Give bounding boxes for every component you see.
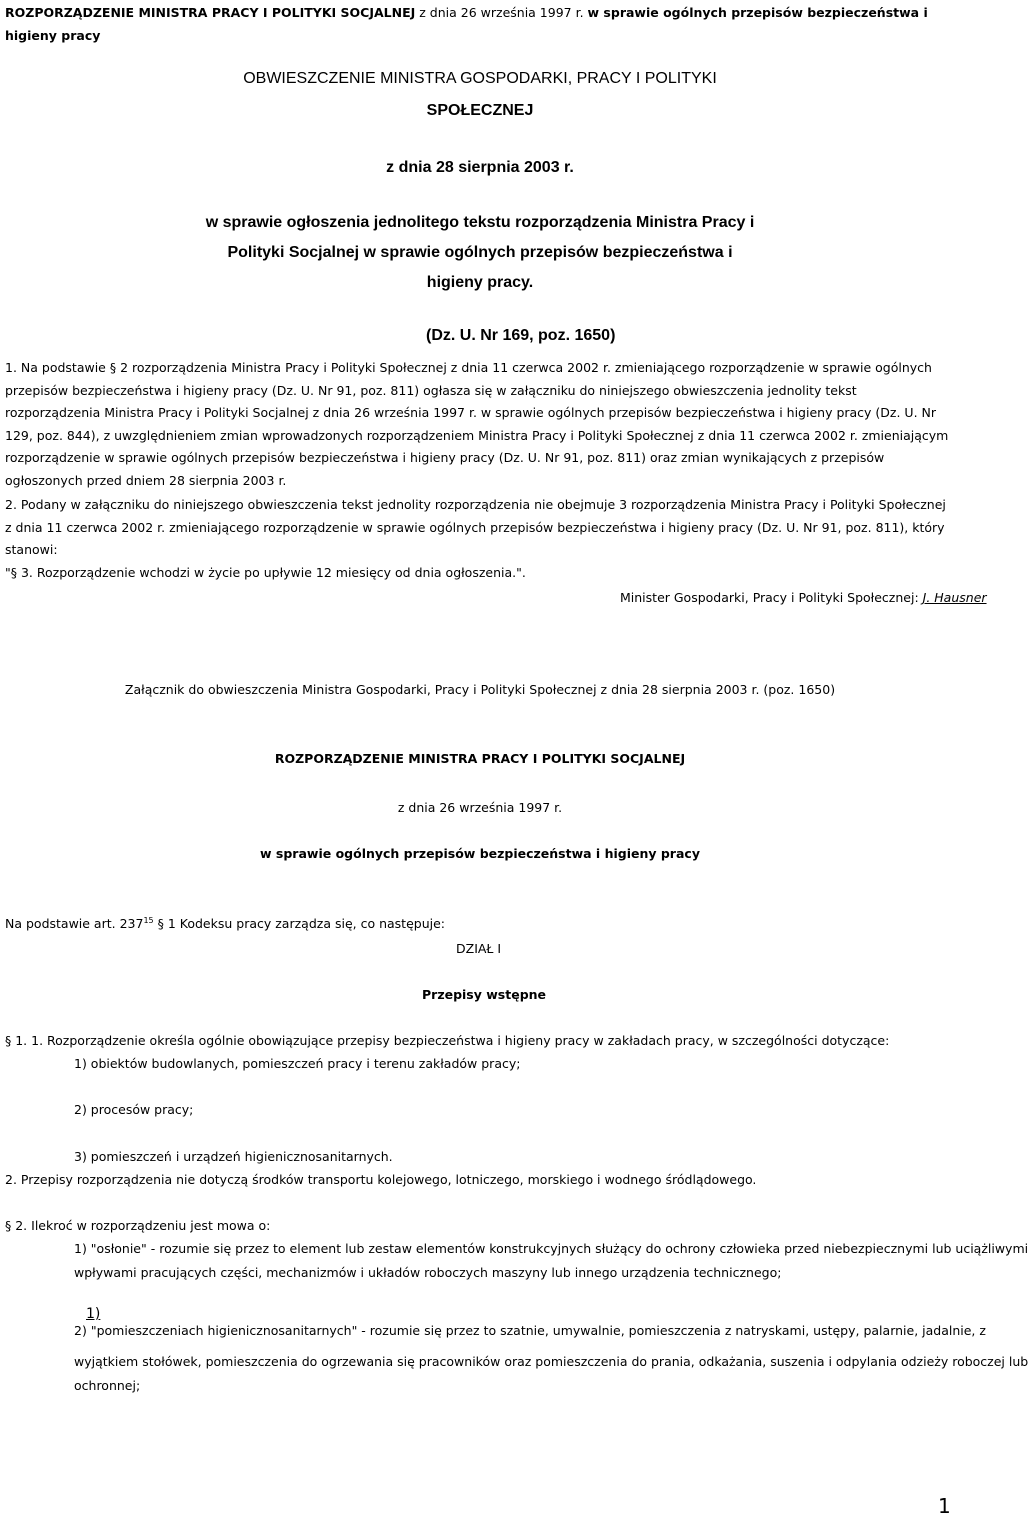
header-title: ROZPORZĄDZENIE MINISTRA PRACY I POLITYKI SOCJALNEJ	[5, 5, 416, 20]
annex-date: z dnia 26 września 1997 r.	[397, 800, 563, 815]
announcement-subject-line1: w sprawie ogłoszenia jednolitego tekstu rozporządzenia Ministra Pracy i	[205, 214, 755, 231]
division-title: Przepisy wstępne	[422, 987, 547, 1002]
section-2-item-2-line3: ochronnej;	[74, 1378, 141, 1393]
signature-name: J. Hausner	[922, 590, 987, 605]
signature-label: Minister Gospodarki, Pracy i Polityki Społecznej:	[620, 590, 923, 605]
section-2-intro: § 2. Ilekroć w rozporządzeniu jest mowa o:	[5, 1218, 271, 1233]
header-subject: w sprawie ogólnych przepisów bezpieczeństwa i higieny pracy	[5, 5, 928, 43]
annex-caption: Załącznik do obwieszczenia Ministra Gospodarki, Pracy i Polityki Społecznej z dnia 28 sierpnia 2003 r. (poz. 1650)	[124, 682, 836, 697]
announcement-paragraph-1: 1. Na podstawie § 2 rozporządzenia Ministra Pracy i Polityki Społecznej z dnia 11 czerwca 2002 r. zmieniającego rozporządzenie w sprawie ogólnych przepisów bezpieczeństwa i higieny pracy (Dz. U. Nr 91, poz. 811) ogłasza się w załączniku do niniejszego obwieszczenia jednolity tekst rozporządzenia Ministra Pracy i Polityki Socjalnej z dnia 26 września 1997 r. w sprawie ogólnych przepisów bezpieczeństwa i higieny pracy (Dz. U. Nr 129, poz. 844), z uwzględnieniem zmian wprowadzonych rozporządzeniem Ministra Pracy i Polityki Społecznej z dnia 11 czerwca 2002 r. zmieniającym rozporządzenie w sprawie ogólnych przepisów bezpieczeństwa i higieny pracy (Dz. U. Nr 91, poz. 811) oraz zmian wynikających z przepisów ogłoszonych przed dniem 28 sierpnia 2003 r.	[5, 360, 949, 488]
division-heading: DZIAŁ I	[456, 941, 502, 956]
announcement-reference: (Dz. U. Nr 169, poz. 1650)	[426, 327, 616, 344]
signature	[620, 590, 987, 605]
announcement-title-line1: OBWIESZCZENIE MINISTRA GOSPODARKI, PRACY I POLITYKI	[243, 70, 717, 87]
section-2-item-1-line1: 1) "osłonie" - rozumie się przez to element lub zestaw elementów konstrukcyjnych służący do ochrony człowieka przed niebezpiecznymi lub uciążliwymi	[74, 1241, 1028, 1256]
announcement-date: z dnia 28 sierpnia 2003 r.	[386, 159, 574, 176]
annex-title: ROZPORZĄDZENIE MINISTRA PRACY I POLITYKI SOCJALNEJ	[274, 751, 686, 766]
announcement-paragraph-2: 2. Podany w załączniku do niniejszego obwieszczenia tekst jednolity rozporządzenia nie obejmuje 3 rozporządzenia Ministra Pracy i Polityki Społecznej z dnia 11 czerwca 2002 r. zmieniającego rozporządzenie w sprawie ogólnych przepisów bezpieczeństwa i higieny pracy (Dz. U. Nr 91, poz. 811), który stanowi:	[5, 497, 946, 557]
section-sign-icon: §	[157, 916, 164, 932]
section-1-item-1: 1) obiektów budowlanych, pomieszczeń pracy i terenu zakładów pracy;	[74, 1056, 521, 1071]
legal-basis: Na podstawie art. $237^{15}$ § 1 Kodeksu pracy zarządza się, co następuje:	[5, 916, 445, 932]
section-sign-icon: §	[10, 565, 17, 580]
document-header	[5, 2, 950, 47]
announcement-subject-line2: Polityki Socjalnej w sprawie ogólnych przepisów bezpieczeństwa i	[227, 244, 733, 261]
section-sign-icon: §	[5, 1218, 12, 1233]
section-2-item-2-line2: wyjątkiem stołówek, pomieszczenia do ogrzewania się pracowników oraz pomieszczenia do prania, odkażania, suszenia i odpylania odzieży roboczej lub	[74, 1354, 1028, 1369]
announcement-subject-line3: higieny pracy.	[426, 274, 534, 291]
section-1-item-3: 3) pomieszczeń i urządzeń higienicznosanitarnych.	[74, 1149, 393, 1164]
page-number: 1	[938, 1494, 951, 1518]
announcement-quote: "§ 3. Rozporządzenie wchodzi w życie po upływie 12 miesięcy od dnia ogłoszenia.".	[5, 565, 526, 580]
annex-subject: w sprawie ogólnych przepisów bezpieczeństwa i higieny pracy	[260, 846, 700, 861]
section-sign-icon: §	[109, 360, 117, 375]
section-2-item-2-footnote	[86, 1306, 100, 1322]
section-1-item-2: 2) procesów pracy;	[74, 1102, 194, 1117]
section-2-item-2-line1: 2) "pomieszczeniach higienicznosanitarnych" - rozumie się przez to szatnie, umywalnie, pomieszczenia z natryskami, ustępy, palarnie, jadalnie, z	[74, 1323, 986, 1338]
footnote-marker: 1)	[86, 1306, 101, 1322]
announcement-title-line2: SPOŁECZNEJ	[426, 102, 534, 119]
header-date: z dnia 26 września 1997 r.	[415, 5, 588, 20]
section-1-paragraph-2: 2. Przepisy rozporządzenia nie dotyczą środków transportu kolejowego, lotniczego, morskiego i wodnego śródlądowego.	[5, 1172, 757, 1187]
section-2-item-1-line2: wpływami pracujących części, mechanizmów i układów roboczych maszyny lub innego urządzenia technicznego;	[74, 1265, 782, 1280]
section-1-intro: § 1. 1. Rozporządzenie określa ogólnie obowiązujące przepisy bezpieczeństwa i higieny pracy w zakładach pracy, w szczególności dotyczące:	[5, 1033, 890, 1048]
section-sign-icon: §	[5, 1033, 12, 1048]
